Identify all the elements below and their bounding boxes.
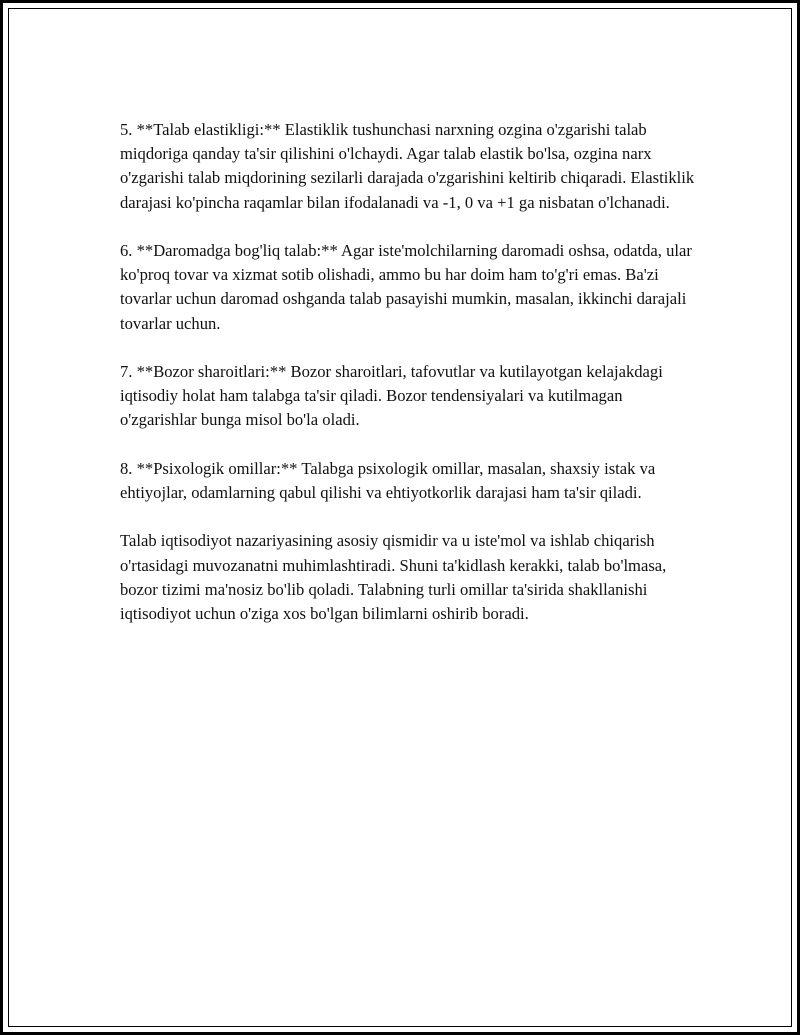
paragraph-market-conditions: 7. **Bozor sharoitlari:** Bozor sharoitlari, tafovutlar va kutilayotgan kelajakdagi iqtisodiy holat ham talabga ta'sir qiladi. Bozor tendensiyalari va kutilmagan o'zgarishlar bunga misol bo'la oladi. (120, 362, 663, 430)
paragraph-psychological-factors: 8. **Psixologik omillar:** Talabga psixologik omillar, masalan, shaxsiy istak va ehtiyojlar, odamlarning qabul qilishi va ehtiyotkorlik darajasi ham ta'sir qiladi. (120, 458, 656, 502)
paragraph-income-demand: 6. **Daromadga bog'liq talab:** Agar iste'molchilarning daromadi oshsa, odatda, ular ko'proq tovar va xizmat sotib olishadi, ammo bu har doim ham to'g'ri emas. Ba'zi tovarlar uchun daromad oshganda talab pasayishi mumkin, masalan, ikkinchi darajali tovarlar uchun. (120, 241, 692, 333)
document-body (120, 118, 700, 650)
paragraph-conclusion: Talab iqtisodiyot nazariyasining asosiy qismidir va u iste'mol va ishlab chiqarish o'rtasidagi muvozanatni muhimlashtiradi. Shuni ta'kidlash kerakki, talab bo'lmasa, bozor tizimi ma'nosiz bo'lib qoladi. Talabning turli omillar ta'sirida shakllanishi iqtisodiyot uchun o'ziga xos bo'lgan bilimlarni oshirib boradi. (120, 531, 667, 623)
paragraph-elasticity: 5. **Talab elastikligi:** Elastiklik tushunchasi narxning ozgina o'zgarishi talab miqdoriga qanday ta'sir qilishini o'lchaydi. Agar talab elastik bo'lsa, ozgina narx o'zgarishi talab miqdorining sezilarli darajada o'zgarishini keltirib chiqaradi. Elastiklik darajasi ko'pincha raqamlar bilan ifodalanadi va -1, 0 va +1 ga nisbatan o'lchanadi. (120, 120, 695, 212)
